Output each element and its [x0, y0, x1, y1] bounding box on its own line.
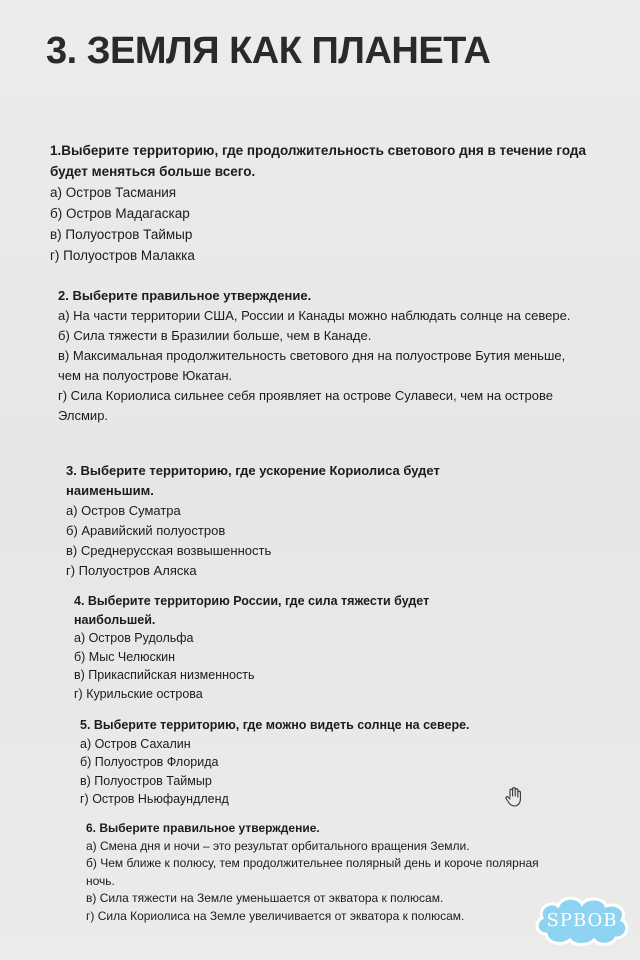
hand-pointer-icon: [503, 786, 525, 808]
answer-option: г) Остров Ньюфаундленд: [80, 792, 229, 806]
answer-option: а) На части территории США, России и Канады можно наблюдать солнце на севере.: [58, 308, 571, 323]
answer-option: в) Среднерусская возвышенность: [66, 543, 272, 558]
question-3: [66, 461, 516, 581]
answer-option: а) Остров Суматра: [66, 503, 181, 518]
answer-option: б) Полуостров Флорида: [80, 755, 219, 769]
answer-option: в) Сила тяжести на Земле уменьшается от экватора к полюсам.: [86, 891, 444, 905]
question-prompt: 1.Выберите территорию, где продолжительность светового дня в течение года будет меняться больше всего.: [50, 143, 586, 179]
answer-option: г) Сила Кориолиса на Земле увеличивается от экватора к полюсам.: [86, 908, 465, 923]
answer-option: г) Курильские острова: [74, 686, 203, 701]
question-1: [50, 140, 590, 266]
watermark-logo: [532, 892, 632, 948]
answer-option: г) Сила Кориолиса сильнее себя проявляет на острове Сулавеси, чем на острове Элсмир.: [58, 388, 553, 423]
question-2: [58, 286, 588, 426]
answer-option: в) Полуостров Таймыр: [50, 227, 193, 242]
answer-option: а) Смена дня и ночи – это результат орбитального вращения Земли.: [86, 838, 470, 853]
page-title: 3. ЗЕМЛЯ КАК ПЛАНЕТА: [46, 30, 491, 72]
question-6: [86, 820, 556, 925]
answer-option: б) Остров Мадагаскар: [50, 206, 190, 221]
answer-option: б) Чем ближе к полюсу, тем продолжительнее полярный день и короче полярная ночь.: [86, 856, 539, 888]
answer-option: г) Полуостров Малакка: [50, 248, 195, 263]
answer-option: б) Мыс Челюскин: [74, 649, 176, 664]
answer-option: б) Аравийский полуостров: [66, 523, 226, 538]
watermark-text: SPBOB: [546, 909, 618, 931]
question-5: [80, 716, 530, 809]
question-prompt: 6. Выберите правильное утверждение.: [86, 821, 320, 835]
question-4: [74, 592, 514, 703]
answer-option: в) Максимальная продолжительность светового дня на полуострове Бутия меньше, чем на полуострове Юкатан.: [58, 348, 566, 383]
answer-option: а) Остров Тасмания: [50, 185, 177, 200]
answer-option: г) Полуостров Аляска: [66, 563, 197, 578]
answer-option: в) Прикаспийская низменность: [74, 668, 255, 682]
answer-option: б) Сила тяжести в Бразилии больше, чем в Канаде.: [58, 328, 372, 343]
question-prompt: 3. Выберите территорию, где ускорение Кориолиса будет наименьшим.: [66, 463, 440, 498]
answer-option: а) Остров Рудольфа: [74, 631, 194, 645]
question-prompt: 2. Выберите правильное утверждение.: [58, 288, 312, 303]
question-prompt: 5. Выберите территорию, где можно видеть солнце на севере.: [80, 718, 470, 732]
answer-option: а) Остров Сахалин: [80, 736, 191, 751]
question-prompt: 4. Выберите территорию России, где сила тяжести будет наибольшей.: [74, 594, 430, 627]
answer-option: в) Полуостров Таймыр: [80, 773, 212, 788]
